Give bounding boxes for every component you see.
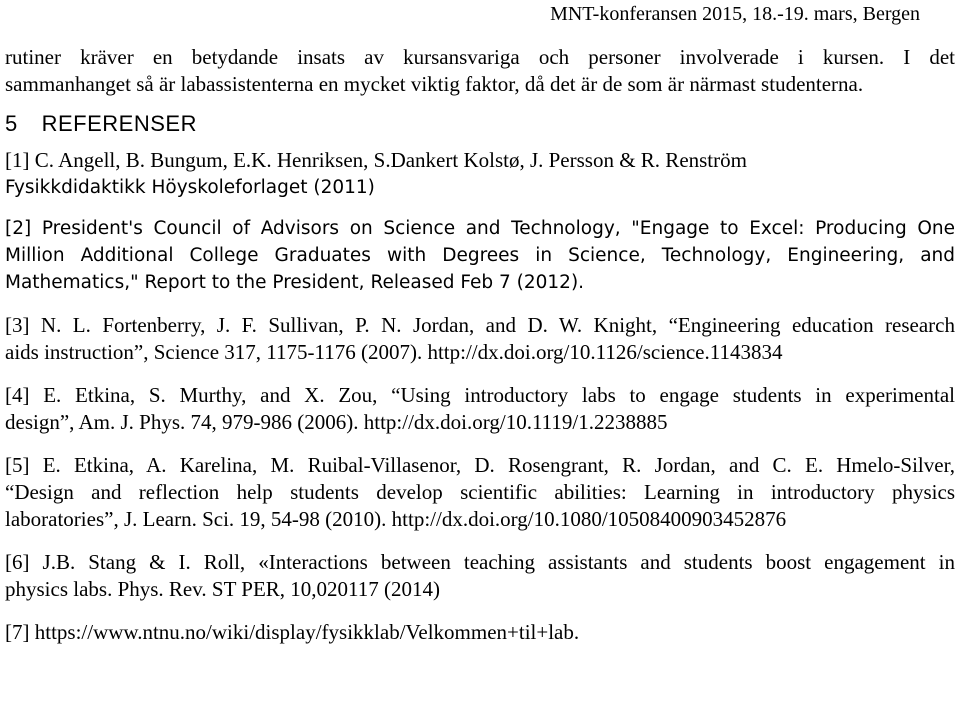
reference-7-line-1: [7] https://www.ntnu.no/wiki/display/fysikklab/Velkommen+til+lab.	[5, 620, 580, 644]
reference-5	[5, 452, 955, 533]
reference-1-line-1: [1] C. Angell, B. Bungum, E.K. Henriksen, S.Dankert Kolstø, J. Persson & R. Renström	[5, 148, 747, 172]
reference-2	[5, 215, 955, 296]
section-number: 5	[5, 111, 18, 136]
reference-4	[5, 382, 955, 436]
reference-2-line-1: [2] President's Council of Advisors on Science and Technology, "Engage to Excel: Producing One	[5, 218, 955, 239]
page-body	[5, 44, 955, 662]
reference-4-line-1: [4] E. Etkina, S. Murthy, and X. Zou, “Using introductory labs to engage students in experimental	[5, 383, 955, 407]
section-heading	[5, 110, 955, 137]
reference-7	[5, 619, 955, 646]
reference-6-line-1: [6] J.B. Stang & I. Roll, «Interactions between teaching assistants and students boost engagement in	[5, 550, 955, 574]
reference-5-line-1: [5] E. Etkina, A. Karelina, M. Ruibal-Villasenor, D. Rosengrant, R. Jordan, and C. E. Hmelo-Silver,	[5, 453, 955, 477]
reference-3	[5, 312, 955, 366]
reference-1-line-2: Fysikkdidaktikk Höyskoleforlaget (2011)	[5, 177, 375, 198]
reference-3-line-1: [3] N. L. Fortenberry, J. F. Sullivan, P. N. Jordan, and D. W. Knight, “Engineering education research	[5, 313, 955, 337]
reference-6-line-2: physics labs. Phys. Rev. ST PER, 10,020117 (2014)	[5, 577, 440, 601]
section-title: REFERENSER	[41, 111, 197, 136]
reference-1	[5, 147, 955, 201]
reference-5-line-2: “Design and reflection help students develop scientific abilities: Learning in introductory physics	[5, 480, 955, 504]
intro-line-2: sammanhanget så är labassistenterna en mycket viktig faktor, då det är de som är närmast studenterna.	[5, 72, 864, 96]
reference-5-line-3: laboratories”, J. Learn. Sci. 19, 54-98 (2010). http://dx.doi.org/10.1080/10508400903452876	[5, 507, 787, 531]
reference-2-line-2: Million Additional College Graduates with Degrees in Science, Technology, Engineering, and	[5, 245, 955, 266]
running-header: MNT-konferansen 2015, 18.-19. mars, Bergen	[550, 3, 920, 25]
reference-3-line-2: aids instruction”, Science 317, 1175-1176 (2007). http://dx.doi.org/10.1126/science.1143834	[5, 340, 783, 364]
reference-2-line-3: Mathematics," Report to the President, Released Feb 7 (2012).	[5, 272, 585, 293]
intro-line-1: rutiner kräver en betydande insats av kursansvariga och personer involverade i kursen. I det	[5, 45, 955, 69]
reference-4-line-2: design”, Am. J. Phys. 74, 979-986 (2006). http://dx.doi.org/10.1119/1.2238885	[5, 410, 668, 434]
reference-6	[5, 549, 955, 603]
